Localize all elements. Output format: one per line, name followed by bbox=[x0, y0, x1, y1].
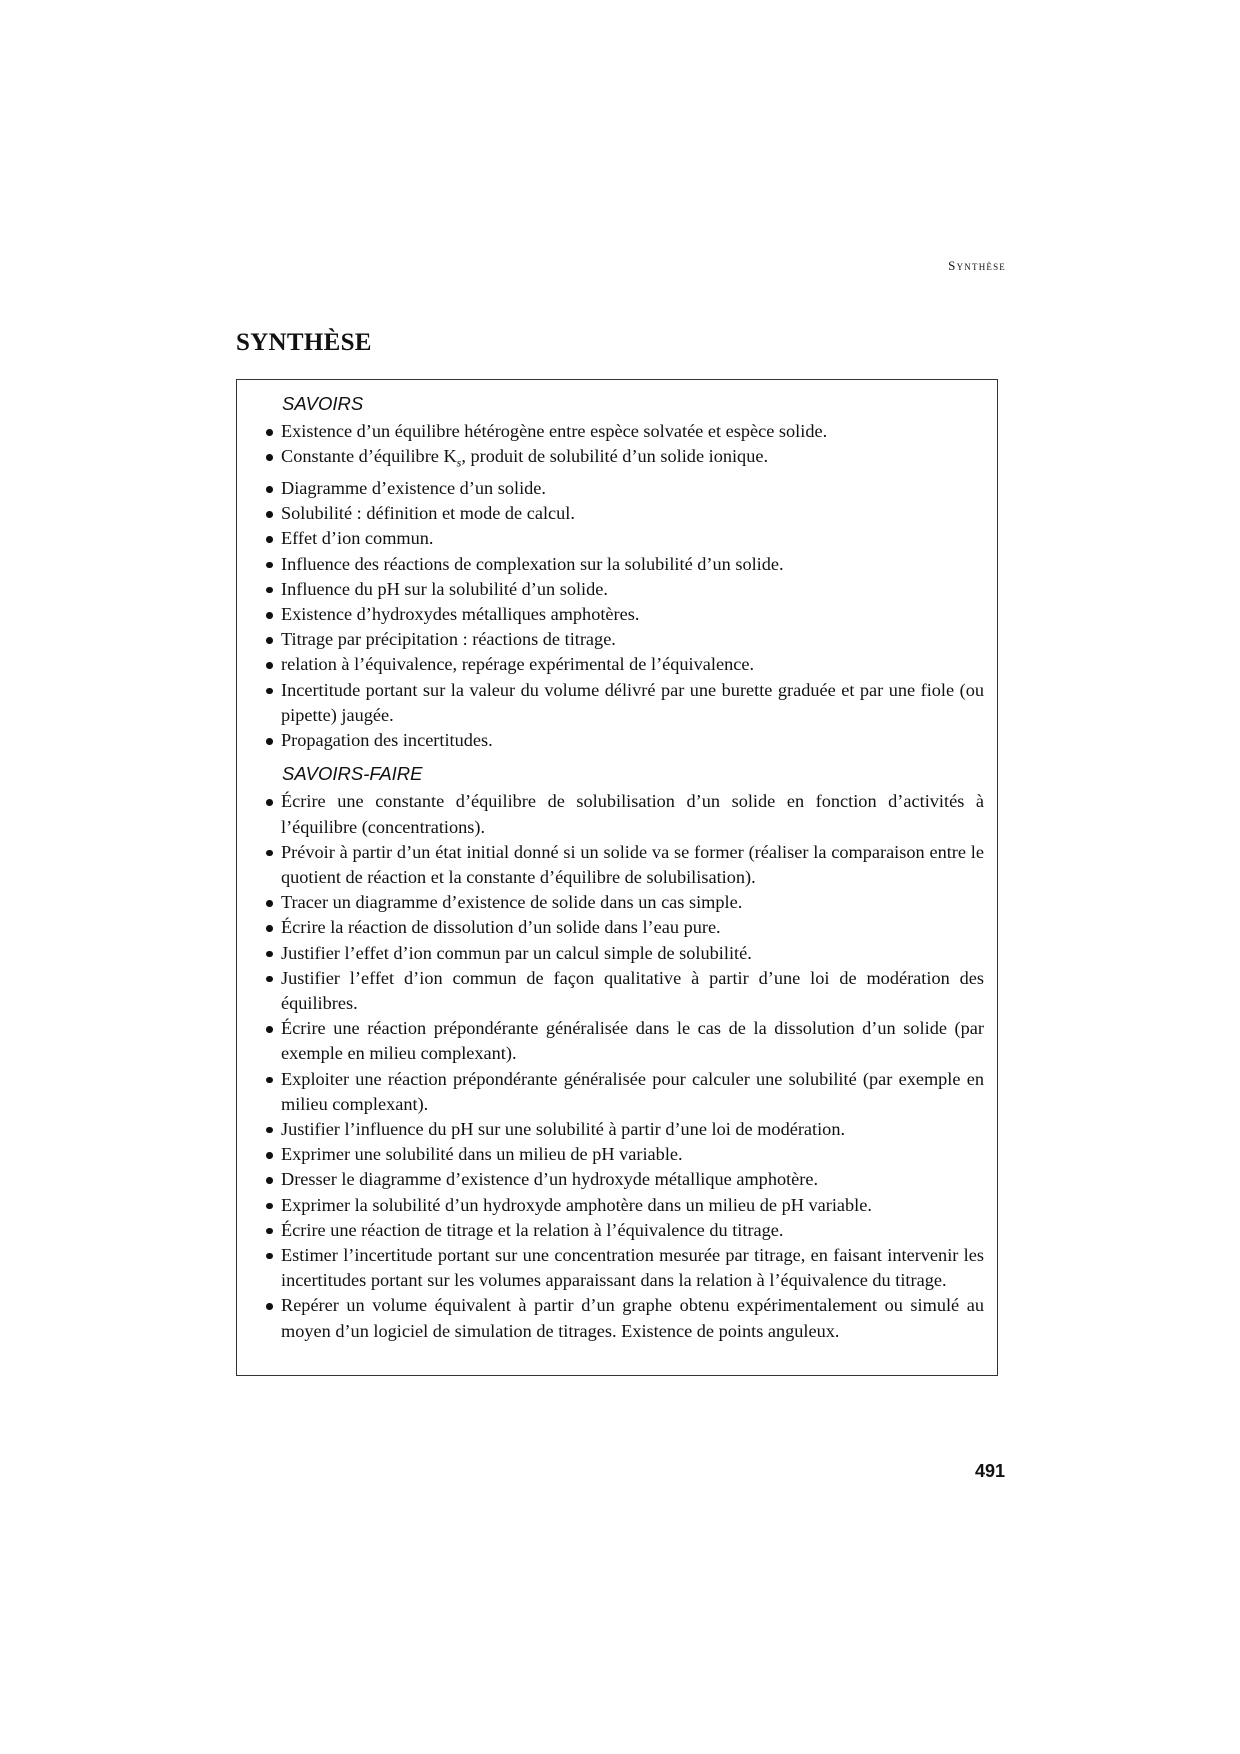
savoirs-faire-item: Écrire une constante d’équilibre de solubilisation d’un solide en fonction d’activités à l’équilibre (concentrations). bbox=[249, 789, 984, 839]
savoirs-faire-item: Repérer un volume équivalent à partir d’un graphe obtenu expérimentalement ou simulé au moyen d’un logiciel de simulation de titrages. Existence de points anguleux. bbox=[249, 1293, 984, 1343]
savoirs-faire-item: Justifier l’influence du pH sur une solubilité à partir d’une loi de modération. bbox=[249, 1117, 984, 1142]
savoirs-faire-item: Exprimer une solubilité dans un milieu de pH variable. bbox=[249, 1142, 984, 1167]
savoirs-faire-item: Prévoir à partir d’un état initial donné si un solide va se former (réaliser la comparaison entre le quotient de réaction et la constante d’équilibre de solubilisation). bbox=[249, 840, 984, 890]
savoirs-item bbox=[249, 444, 984, 476]
savoirs-item: Influence des réactions de complexation sur la solubilité d’un solide. bbox=[249, 552, 984, 577]
savoirs-heading: SAVOIRS bbox=[282, 393, 364, 414]
savoirs-faire-list bbox=[249, 789, 984, 1343]
ks-subscript: s bbox=[456, 455, 462, 470]
savoirs-faire-item: Écrire la réaction de dissolution d’un solide dans l’eau pure. bbox=[249, 915, 984, 940]
savoirs-faire-item: Écrire une réaction de titrage et la relation à l’équivalence du titrage. bbox=[249, 1218, 984, 1243]
savoirs-item-text: Constante d’équilibre K bbox=[281, 446, 457, 467]
savoirs-item: Effet d’ion commun. bbox=[249, 526, 984, 551]
savoirs-faire-item: Exploiter une réaction prépondérante généralisée pour calculer une solubilité (par exemple en milieu complexant). bbox=[249, 1067, 984, 1117]
savoirs-faire-heading: SAVOIRS-FAIRE bbox=[282, 763, 423, 785]
savoirs-item: Existence d’hydroxydes métalliques amphotères. bbox=[249, 602, 984, 627]
page-number: 491 bbox=[974, 1461, 1005, 1481]
savoirs-item-text: , produit de solubilité d’un solide ionique. bbox=[461, 446, 769, 467]
savoirs-item: Incertitude portant sur la valeur du volume délivré par une burette graduée et par une fiole (ou pipette) jaugée. bbox=[249, 678, 984, 728]
savoirs-item: Influence du pH sur la solubilité d’un solide. bbox=[249, 577, 984, 602]
savoirs-faire-item: Tracer un diagramme d’existence de solide dans un cas simple. bbox=[249, 890, 984, 915]
running-head: Synthèse bbox=[948, 258, 1006, 273]
savoirs-item: Titrage par précipitation : réactions de titrage. bbox=[249, 627, 984, 652]
savoirs-faire-item: Dresser le diagramme d’existence d’un hydroxyde métallique amphotère. bbox=[249, 1167, 984, 1192]
page-title: SYNTHÈSE bbox=[236, 329, 372, 356]
savoirs-faire-item: Écrire une réaction prépondérante généralisée dans le cas de la dissolution d’un solide (par exemple en milieu complexant). bbox=[249, 1016, 984, 1066]
savoirs-list bbox=[249, 419, 984, 753]
savoirs-faire-item: Justifier l’effet d’ion commun de façon qualitative à partir d’une loi de modération des équilibres. bbox=[249, 966, 984, 1016]
savoirs-item: Solubilité : définition et mode de calcul. bbox=[249, 501, 984, 526]
savoirs-faire-item: Justifier l’effet d’ion commun par un calcul simple de solubilité. bbox=[249, 941, 984, 966]
savoirs-item: Diagramme d’existence d’un solide. bbox=[249, 476, 984, 501]
savoirs-faire-item: Estimer l’incertitude portant sur une concentration mesurée par titrage, en faisant intervenir les incertitudes portant sur les volumes apparaissant dans la relation à l’équivalence du titrage. bbox=[249, 1243, 984, 1293]
savoirs-item: Existence d’un équilibre hétérogène entre espèce solvatée et espèce solide. bbox=[249, 419, 984, 444]
savoirs-item: relation à l’équivalence, repérage expérimental de l’équivalence. bbox=[249, 652, 984, 677]
synthesis-box bbox=[236, 379, 998, 1376]
savoirs-faire-item: Exprimer la solubilité d’un hydroxyde amphotère dans un milieu de pH variable. bbox=[249, 1193, 984, 1218]
savoirs-item: Propagation des incertitudes. bbox=[249, 728, 984, 753]
